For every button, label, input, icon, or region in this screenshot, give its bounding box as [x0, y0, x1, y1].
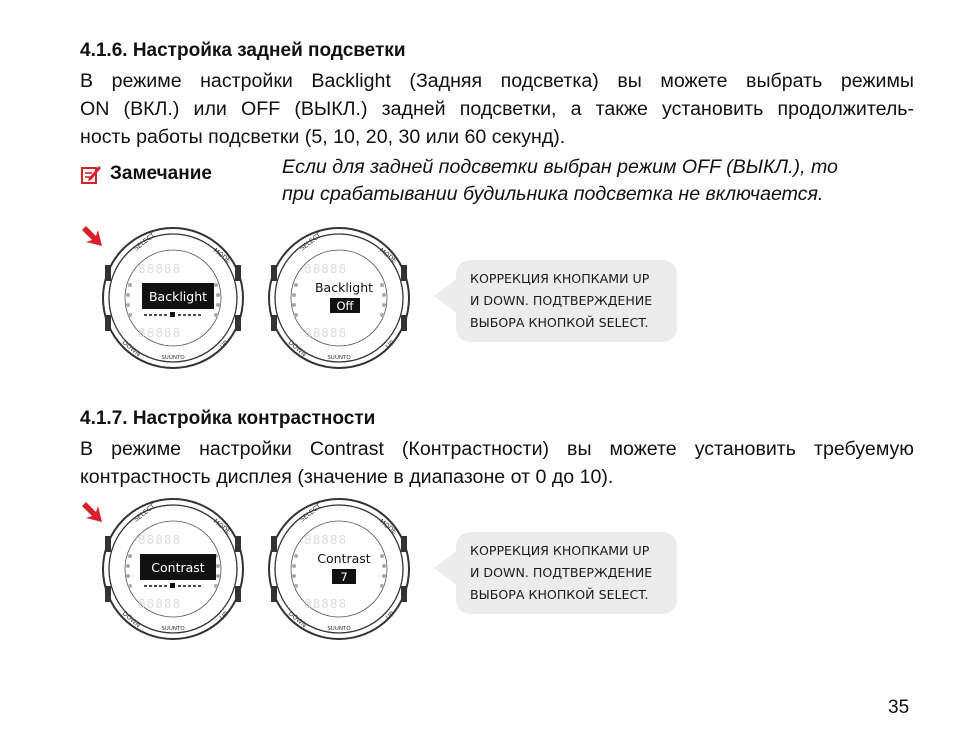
callout-backlight: [456, 260, 677, 342]
select-button-label: SELECT: [298, 502, 323, 524]
svg-text:88888: 88888: [304, 262, 348, 276]
callout-tail: [434, 278, 458, 314]
callout-line: И DOWN. ПОДТВЕРЖДЕНИЕ: [470, 293, 653, 308]
contrast-paragraph: [80, 435, 914, 491]
callout-contrast: [456, 532, 677, 614]
brand-logo: SUUNTO: [161, 626, 185, 632]
callout-line: И DOWN. ПОДТВЕРЖДЕНИЕ: [470, 565, 653, 580]
callout-line: ВЫБОРА КНОПКОЙ SELECT.: [470, 315, 649, 330]
svg-text:88888: 88888: [138, 533, 182, 547]
note-pencil-icon: [80, 163, 102, 185]
brand-logo: SUUNTO: [327, 355, 351, 361]
paragraph-line: контрастность дисплея (значение в диапазоне от 0 до 10).: [80, 466, 614, 488]
note-title: Замечание: [110, 163, 212, 184]
down-button-label: DOWN: [120, 609, 143, 630]
watch-display-label: Contrast: [151, 560, 205, 575]
watch-display-label: Contrast: [317, 551, 371, 566]
callout-line: КОРРЕКЦИЯ КНОПКАМИ UP: [470, 271, 650, 286]
section-heading-backlight: 4.1.6. Настройка задней подсветки: [80, 40, 406, 61]
backlight-paragraph: [80, 67, 914, 151]
watch-contrast-1: [98, 496, 248, 647]
watch-backlight-2: [264, 225, 414, 376]
select-button-label: SELECT: [132, 502, 157, 524]
watch-backlight-1: [98, 225, 248, 376]
svg-text:88888: 88888: [304, 533, 348, 547]
up-button-label: UP: [218, 338, 230, 351]
mode-button-label: MODE: [211, 517, 233, 536]
section-heading-contrast: 4.1.7. Настройка контрастности: [80, 408, 376, 429]
paragraph-line: ON (ВКЛ.) или OFF (ВЫКЛ.) задней подсветки, а также установить продолжитель-: [80, 98, 914, 120]
down-button-label: DOWN: [286, 609, 309, 630]
up-button-label: UP: [384, 609, 396, 622]
mode-button-label: MODE: [377, 517, 399, 536]
callout-line: ВЫБОРА КНОПКОЙ SELECT.: [470, 587, 649, 602]
mode-button-label: MODE: [211, 246, 233, 265]
up-button-label: UP: [384, 338, 396, 351]
watch-display-label: Backlight: [314, 280, 374, 295]
svg-text:88888: 88888: [304, 597, 348, 611]
callout-tail: [434, 550, 458, 586]
paragraph-line: ность работы подсветки (5, 10, 20, 30 или 60 секунд).: [80, 126, 566, 148]
down-button-label: DOWN: [286, 338, 309, 359]
paragraph-line: В режиме настройки Contrast (Контрастности) вы можете установить требуемую: [80, 438, 914, 460]
note-text: [282, 154, 922, 208]
watch-contrast-2: [264, 496, 414, 647]
page-number: 35: [888, 697, 910, 718]
svg-text:88888: 88888: [138, 597, 182, 611]
down-button-label: DOWN: [120, 338, 143, 359]
select-button-label: SELECT: [298, 231, 323, 253]
up-button-label: UP: [218, 609, 230, 622]
note-line: при срабатывании будильника подсветка не включается.: [282, 183, 824, 205]
watch-display-value: Off: [336, 299, 354, 313]
note-line: Если для задней подсветки выбран режим OFF (ВЫКЛ.), то: [282, 156, 838, 178]
callout-line: КОРРЕКЦИЯ КНОПКАМИ UP: [470, 543, 650, 558]
paragraph-line: В режиме настройки Backlight (Задняя подсветка) вы можете выбрать режимы: [80, 70, 914, 92]
brand-logo: SUUNTO: [161, 355, 185, 361]
note-label: [80, 163, 212, 185]
brand-logo: SUUNTO: [327, 626, 351, 632]
select-button-label: SELECT: [132, 231, 157, 253]
svg-text:88888: 88888: [138, 262, 182, 276]
watch-display-value: 7: [340, 570, 348, 584]
svg-text:88888: 88888: [138, 326, 182, 340]
mode-button-label: MODE: [377, 246, 399, 265]
svg-text:88888: 88888: [304, 326, 348, 340]
watch-display-label: Backlight: [148, 289, 208, 304]
